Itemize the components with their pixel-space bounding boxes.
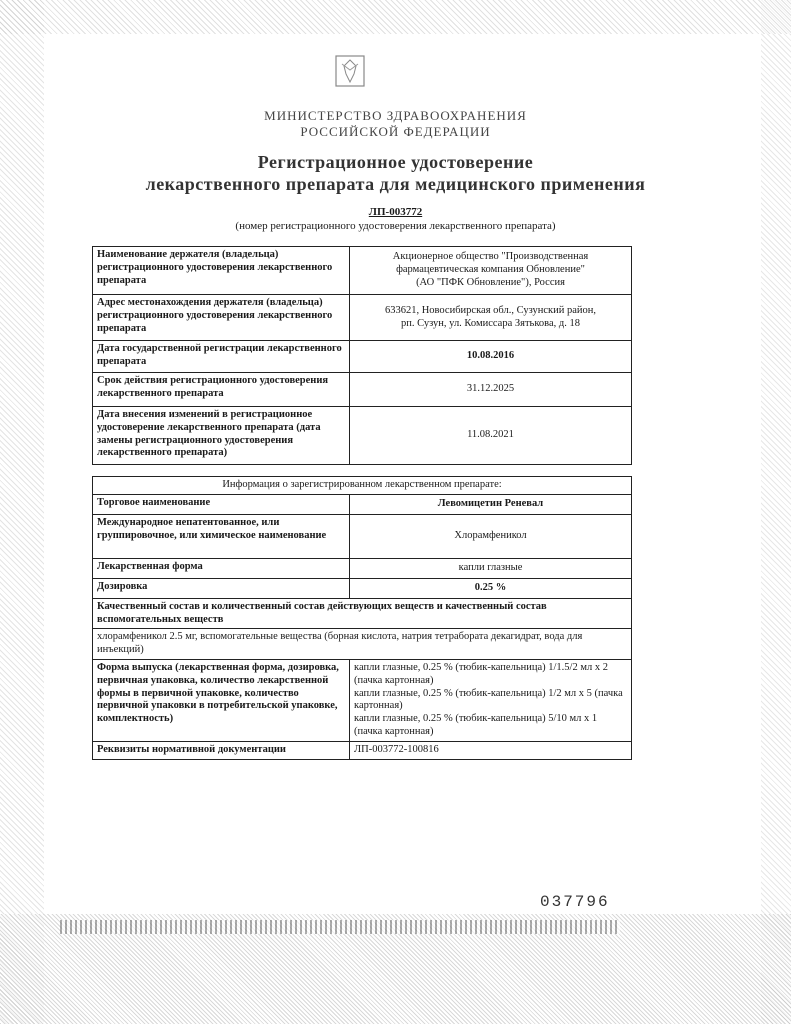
dosage-value: 0.25 % [350, 578, 632, 598]
inn-value: Хлорамфеникол [350, 514, 632, 558]
table-row [93, 295, 632, 341]
info-header: Информация о зарегистрированном лекарственном препарате: [93, 477, 632, 495]
table-row [93, 659, 632, 741]
registration-number: ЛП-003772 [368, 206, 423, 218]
holder-label: Наименование держателя (владельца) регистрационного удостоверения лекарственного препарата [93, 247, 350, 295]
table-row [93, 598, 632, 629]
inn-label: Международное непатентованное, или группировочное, или химическое наименование [93, 514, 350, 558]
ornamental-rule [60, 920, 620, 934]
validity-value: 31.12.2025 [350, 373, 632, 407]
registration-number-caption: (номер регистрационного удостоверения лекарственного препарата) [235, 220, 556, 232]
address-value [350, 295, 632, 341]
release-form-label: Форма выпуска (лекарственная форма, дозировка, первичная упаковка, количество лекарственной формы в первичной упаковке, количество первичной упаковки в потребительской упаковке, комплектность) [93, 659, 350, 741]
reg-date-value: 10.08.2016 [350, 341, 632, 373]
composition-value: хлорамфеникол 2.5 мг, вспомогательные вещества (борная кислота, натрия тетрабората декагидрат, вода для инъекций) [93, 629, 632, 660]
table-row [93, 247, 632, 295]
dosage-label: Дозировка [93, 578, 350, 598]
table-row [93, 514, 632, 558]
registration-table [92, 246, 632, 465]
table-row [93, 629, 632, 660]
release-form-line3: капли глазные, 0.25 % (тюбик-капельница) 5/10 мл x 1 (пачка картонная) [354, 713, 598, 737]
table-row [93, 558, 632, 578]
table-row [93, 741, 632, 759]
address-value-line1: 633621, Новосибирская обл., Сузунский район, [384, 304, 597, 316]
validity-label: Срок действия регистрационного удостоверения лекарственного препарата [93, 373, 350, 407]
reg-date-label: Дата государственной регистрации лекарственного препарата [93, 341, 350, 373]
document-title-line1: Регистрационное удостоверение [257, 152, 534, 172]
address-value-line2: рп. Сузун, ул. Комиссара Зятькова, д. 18 [401, 317, 580, 329]
document-title-line2: лекарственного препарата для медицинского применения [145, 174, 646, 194]
dosage-form-label: Лекарственная форма [93, 558, 350, 578]
address-label: Адрес местонахождения держателя (владельца) регистрационного удостоверения лекарственного препарата [93, 295, 350, 341]
composition-label: Качественный состав и количественный состав действующих веществ и качественный состав вспомогательных веществ [93, 598, 632, 629]
table-row [93, 494, 632, 514]
table-row [93, 341, 632, 373]
table-row [93, 373, 632, 407]
release-form-line1: капли глазные, 0.25 % (тюбик-капельница) 1/1.5/2 мл x 2 (пачка картонная) [354, 661, 608, 686]
dosage-form-value: капли глазные [350, 558, 632, 578]
normative-label: Реквизиты нормативной документации [93, 741, 350, 759]
holder-value-line2: фармацевтическая компания Обновление" [396, 264, 585, 276]
form-serial-number: 037796 [540, 893, 610, 911]
release-form-line2: капли глазные, 0.25 % (тюбик-капельница) 1/2 мл x 5 (пачка картонная) [354, 687, 623, 712]
ministry-name-line1: МИНИСТЕРСТВО ЗДРАВООХРАНЕНИЯ [264, 108, 527, 123]
trade-name-value: Левомицетин Реневал [350, 494, 632, 514]
changes-value: 11.08.2021 [350, 407, 632, 465]
trade-name-label: Торговое наименование [93, 494, 350, 514]
holder-value-line1: Акционерное общество "Производственная [392, 251, 589, 263]
table-row [93, 407, 632, 465]
holder-value-line3: (АО "ПФК Обновление"), Россия [416, 276, 565, 288]
ministry-name-line2: РОССИЙСКОЙ ФЕДЕРАЦИИ [300, 124, 491, 139]
scan-border-top [0, 0, 791, 34]
product-info-table [92, 476, 632, 760]
table-row [93, 578, 632, 598]
holder-value [350, 247, 632, 295]
normative-value: ЛП-003772-100816 [350, 741, 632, 759]
coat-of-arms-emblem [332, 52, 368, 90]
table-row [93, 477, 632, 495]
release-form-value [350, 659, 632, 741]
changes-label: Дата внесения изменений в регистрационное удостоверение лекарственного препарата (дата замены регистрационного удостоверения лекарственного препарата) [93, 407, 350, 465]
